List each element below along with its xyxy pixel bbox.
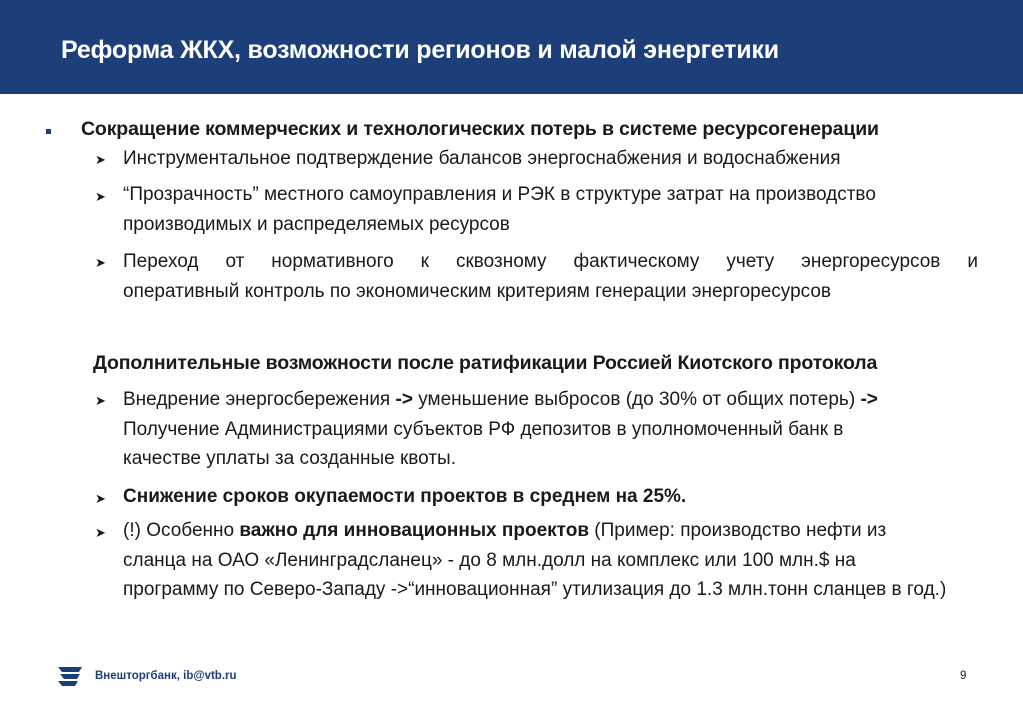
arrow-bullet-icon: ➤ (95, 255, 106, 270)
list-item (123, 482, 978, 512)
vtb-logo-icon (56, 665, 84, 687)
item-line: программу по Северо-Западу ->“инновационная” утилизация до 1.3 млн.тонн сланцев в год.) (123, 579, 947, 600)
item-text: (!) Особенно (123, 520, 240, 541)
arrow-text: -> (395, 389, 413, 410)
item-line: Снижение сроков окупаемости проектов в среднем на 25%. (123, 486, 687, 507)
list-item (123, 516, 978, 605)
item-line: качестве уплаты за созданные квоты. (123, 448, 456, 469)
item-text-bold: важно для инновационных проектов (239, 520, 589, 541)
list-item (123, 180, 978, 239)
list-item (123, 385, 978, 474)
arrow-bullet-icon: ➤ (95, 393, 106, 408)
arrow-bullet-icon: ➤ (95, 189, 106, 204)
item-line: Переход от нормативного к сквозному фактическому учету энергоресурсов и (123, 251, 978, 272)
arrow-bullet-icon: ➤ (95, 152, 106, 167)
arrow-bullet-icon: ➤ (95, 491, 106, 506)
item-line: сланца на ОАО «Ленинградсланец» - до 8 млн.долл на комплекс или 100 млн.$ на (123, 549, 856, 571)
square-bullet-icon (46, 129, 51, 134)
item-line: производимых и распределяемых ресурсов (123, 213, 510, 235)
item-line (123, 516, 978, 546)
item-line: Получение Администрациями субъектов РФ депозитов в уполномоченный банк в (123, 418, 844, 440)
section-heading-losses: Сокращение коммерческих и технологических потерь в системе ресурсогенерации (81, 118, 879, 140)
page-number: 9 (960, 670, 967, 682)
item-text: Внедрение энергосбережения (123, 389, 396, 410)
arrow-bullet-icon: ➤ (95, 525, 106, 540)
item-line: оперативный контроль по экономическим критериям генерации энергоресурсов (123, 280, 832, 302)
footer-company: Внешторгбанк, ib@vtb.ru (95, 670, 237, 682)
item-line (123, 385, 978, 415)
slide-title: Реформа ЖКХ, возможности регионов и малой энергетики (61, 36, 779, 64)
item-text: уменьшение выбросов (до 30% от общих потерь) (412, 389, 861, 410)
item-line: Инструментальное подтверждение балансов энергоснабжения и водоснабжения (123, 148, 841, 169)
list-item (123, 247, 978, 306)
list-item (123, 144, 978, 174)
arrow-text: -> (860, 389, 878, 410)
slide-header (0, 0, 1023, 94)
section-heading-kyoto: Дополнительные возможности после ратификации Россией Киотского протокола (93, 352, 878, 374)
item-text: (Пример: производство нефти из (589, 520, 887, 541)
item-line: “Прозрачность” местного самоуправления и РЭК в структуре затрат на производство (123, 184, 876, 205)
